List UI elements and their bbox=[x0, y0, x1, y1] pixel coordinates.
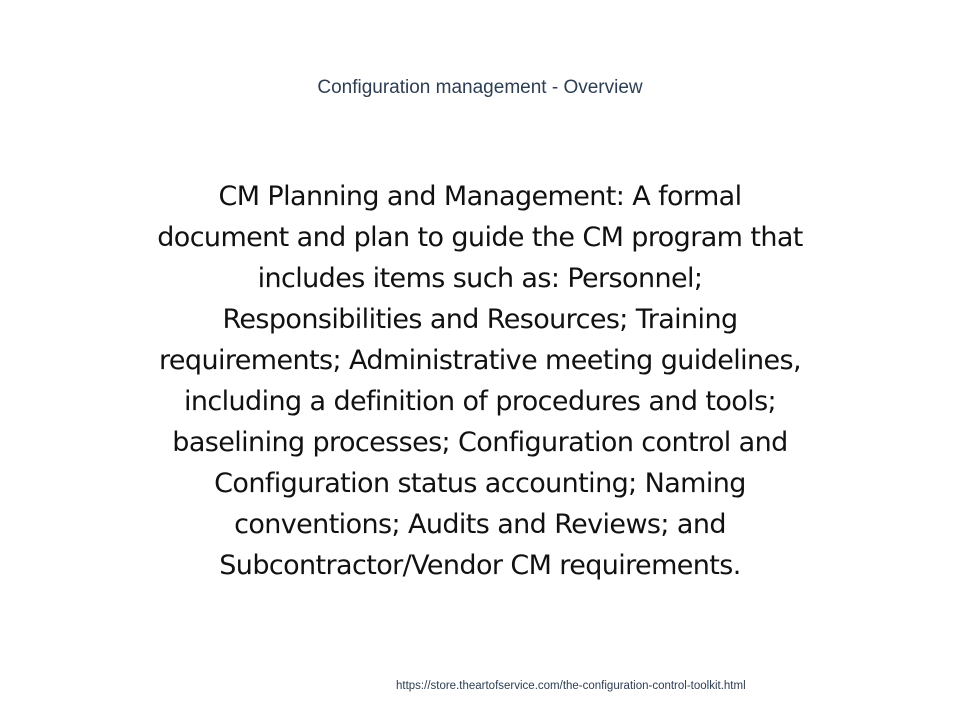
body-line: CM Planning and Management: A formal bbox=[218, 181, 742, 212]
body-line: including a definition of procedures and tools; bbox=[183, 386, 777, 417]
body-line: document and plan to guide the CM program that bbox=[157, 222, 803, 253]
body-line: Configuration status accounting; Naming bbox=[214, 468, 746, 499]
body-line: Subcontractor/Vendor CM requirements. bbox=[219, 550, 741, 581]
footer-url-link[interactable]: https://store.theartofservice.com/the-configuration-control-toolkit.html bbox=[396, 680, 746, 692]
body-line: Responsibilities and Resources; Training bbox=[222, 304, 738, 335]
body-line: conventions; Audits and Reviews; and bbox=[234, 509, 726, 540]
slide-body-text bbox=[80, 176, 880, 586]
body-line: requirements; Administrative meeting guidelines, bbox=[159, 345, 801, 376]
body-line: includes items such as: Personnel; bbox=[257, 263, 703, 294]
slide-title: Configuration management - Overview bbox=[317, 77, 643, 98]
body-line: baselining processes; Configuration control and bbox=[172, 427, 788, 458]
